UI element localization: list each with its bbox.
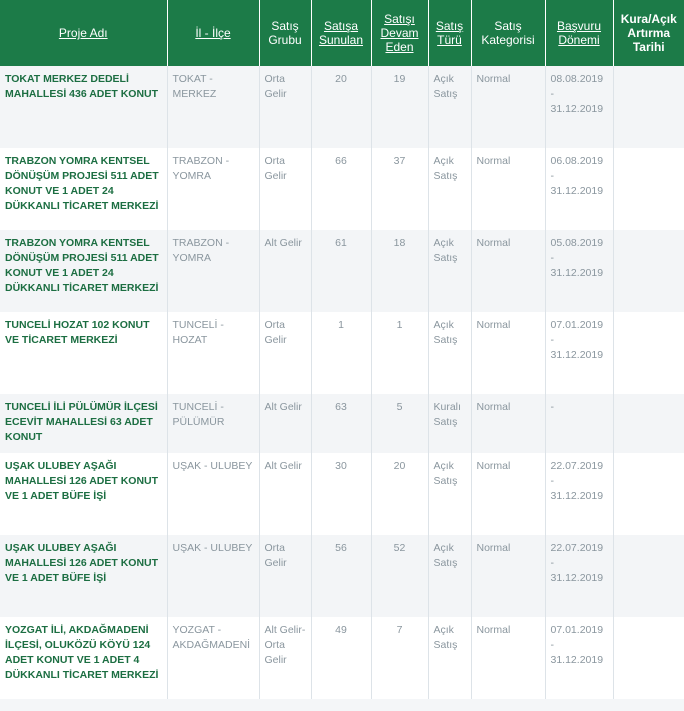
cell-sales-group: Alt Gelir — [259, 453, 311, 535]
cell-offered: 30 — [311, 453, 371, 535]
cell-location: TUNCELİ - PÜLÜMÜR — [167, 394, 259, 453]
cell-application-period: - — [545, 394, 613, 453]
cell-sales-group: Orta Gelir — [259, 312, 311, 394]
header-sales-group: Satış Grubu — [259, 0, 311, 66]
cell-application-period: 05.08.2019 - 31.12.2019 — [545, 230, 613, 312]
cell-sales-category: Normal — [471, 66, 545, 148]
cell-sales-type: Açık Satış — [428, 312, 471, 394]
cell-ongoing: 20 — [371, 453, 428, 535]
cell-location: TRABZON - YOMRA — [167, 230, 259, 312]
cell-sales-group: Orta Gelir — [259, 535, 311, 617]
cell-offered: 61 — [311, 230, 371, 312]
cell-draw-date — [613, 312, 684, 394]
table-row — [0, 453, 684, 535]
cell-offered: 1 — [311, 312, 371, 394]
cell-sales-group: Alt Gelir-Orta Gelir — [259, 617, 311, 699]
cell-project-name[interactable]: UŞAK ULUBEY AŞAĞI MAHALLESİ 126 ADET KONUT VE 1 ADET BÜFE İŞİ — [0, 453, 167, 535]
table-row — [0, 66, 684, 148]
cell-ongoing: 1 — [371, 312, 428, 394]
cell-project-name[interactable]: TRABZON YOMRA KENTSEL DÖNÜŞÜM PROJESİ 511 ADET KONUT VE 1 ADET 24 DÜKKANLI TİCARET MERKEZİ — [0, 148, 167, 230]
cell-application-period: 06.08.2019 - 31.12.2019 — [545, 148, 613, 230]
cell-offered: 56 — [311, 535, 371, 617]
cell-sales-group: Orta Gelir — [259, 148, 311, 230]
cell-location: TRABZON - YOMRA — [167, 148, 259, 230]
cell-sales-group: Alt Gelir — [259, 230, 311, 312]
cell-sales-type: Açık Satış — [428, 230, 471, 312]
table-header-row — [0, 0, 684, 66]
cell-project-name[interactable]: YOZGAT İLİ, AKDAĞMADENİ İLÇESİ, OLUKÖZÜ KÖYÜ 124 ADET KONUT VE 1 ADET 4 DÜKKANLI TİCARET MERKEZİ — [0, 617, 167, 699]
cell-ongoing: 37 — [371, 148, 428, 230]
cell-project-name[interactable]: UŞAK ULUBEY AŞAĞI MAHALLESİ 126 ADET KONUT VE 1 ADET BÜFE İŞİ — [0, 535, 167, 617]
cell-sales-category: Normal — [471, 148, 545, 230]
cell-location: TOKAT - MERKEZ — [167, 66, 259, 148]
cell-sales-type: Açık Satış — [428, 617, 471, 699]
cell-draw-date — [613, 535, 684, 617]
header-ongoing[interactable]: Satışı Devam Eden — [371, 0, 428, 66]
cell-ongoing: 18 — [371, 230, 428, 312]
cell-application-period: 22.07.2019 - 31.12.2019 — [545, 453, 613, 535]
header-offered[interactable]: Satışa Sunulan — [311, 0, 371, 66]
header-project-name[interactable]: Proje Adı — [0, 0, 167, 66]
cell-sales-type: Açık Satış — [428, 148, 471, 230]
header-location[interactable]: İl - İlçe — [167, 0, 259, 66]
cell-sales-group: Orta Gelir — [259, 66, 311, 148]
cell-offered: 66 — [311, 148, 371, 230]
cell-location: TUNCELİ - HOZAT — [167, 312, 259, 394]
cell-sales-category: Normal — [471, 617, 545, 699]
cell-sales-category: Normal — [471, 312, 545, 394]
header-draw-date: Kura/Açık Artırma Tarihi — [613, 0, 684, 66]
cell-sales-type: Açık Satış — [428, 535, 471, 617]
cell-sales-type: Açık Satış — [428, 453, 471, 535]
cell-ongoing: 52 — [371, 535, 428, 617]
cell-sales-type: Kuralı Satış — [428, 394, 471, 453]
cell-project-name[interactable]: TOKAT MERKEZ DEDELİ MAHALLESİ 436 ADET KONUT — [0, 66, 167, 148]
cell-offered: 49 — [311, 617, 371, 699]
cell-sales-category: Normal — [471, 230, 545, 312]
cell-application-period: 07.01.2019 - 31.12.2019 — [545, 312, 613, 394]
cell-sales-category: Normal — [471, 394, 545, 453]
cell-application-period: 22.07.2019 - 31.12.2019 — [545, 535, 613, 617]
cell-location: YOZGAT - AKDAĞMADENİ — [167, 617, 259, 699]
cell-draw-date — [613, 453, 684, 535]
table-row — [0, 148, 684, 230]
cell-sales-category: Normal — [471, 453, 545, 535]
table-row — [0, 230, 684, 312]
cell-sales-type: Açık Satış — [428, 66, 471, 148]
cell-sales-group: Alt Gelir — [259, 394, 311, 453]
cell-location: UŞAK - ULUBEY — [167, 535, 259, 617]
cell-draw-date — [613, 394, 684, 453]
cell-draw-date — [613, 230, 684, 312]
table-row — [0, 394, 684, 453]
cell-draw-date — [613, 66, 684, 148]
cell-project-name[interactable]: TRABZON YOMRA KENTSEL DÖNÜŞÜM PROJESİ 511 ADET KONUT VE 1 ADET 24 DÜKKANLI TİCARET MERKEZİ — [0, 230, 167, 312]
header-sales-type[interactable]: Satış Türü — [428, 0, 471, 66]
cell-offered: 63 — [311, 394, 371, 453]
table-row — [0, 535, 684, 617]
header-application-period[interactable]: Başvuru Dönemi — [545, 0, 613, 66]
cell-location: UŞAK - ULUBEY — [167, 453, 259, 535]
cell-application-period: 08.08.2019 - 31.12.2019 — [545, 66, 613, 148]
table-row — [0, 312, 684, 394]
cell-project-name[interactable]: TUNCELİ HOZAT 102 KONUT VE TİCARET MERKEZİ — [0, 312, 167, 394]
cell-offered: 20 — [311, 66, 371, 148]
table-body — [0, 66, 684, 699]
cell-ongoing: 19 — [371, 66, 428, 148]
cell-application-period: 07.01.2019 - 31.12.2019 — [545, 617, 613, 699]
cell-draw-date — [613, 617, 684, 699]
table-row — [0, 617, 684, 699]
cell-ongoing: 7 — [371, 617, 428, 699]
header-sales-category: Satış Kategorisi — [471, 0, 545, 66]
cell-draw-date — [613, 148, 684, 230]
cell-sales-category: Normal — [471, 535, 545, 617]
cell-ongoing: 5 — [371, 394, 428, 453]
cell-project-name[interactable]: TUNCELİ İLİ PÜLÜMÜR İLÇESİ ECEVİT MAHALLESİ 63 ADET KONUT — [0, 394, 167, 453]
